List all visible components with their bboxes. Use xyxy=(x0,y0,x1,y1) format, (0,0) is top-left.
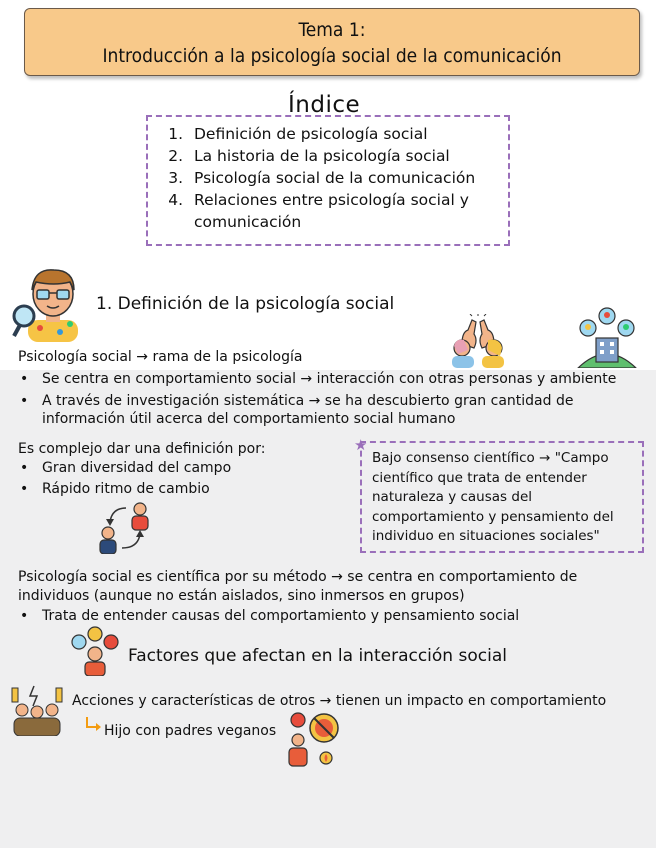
student-magnifier-icon xyxy=(10,262,90,342)
index-item: 2. La historia de la psicología social xyxy=(188,145,508,167)
star-icon: ★ xyxy=(354,436,368,454)
bullet-item: • Gran diversidad del campo xyxy=(42,459,382,477)
scientific-bullets xyxy=(0,607,656,625)
index-title: Índice xyxy=(288,92,361,118)
scientific-line-2: individuos (aunque no están aislados, sino inmersos en grupos) xyxy=(18,588,465,604)
people-exchange-icon xyxy=(96,500,154,554)
index-item: 3. Psicología social de la comunicación xyxy=(188,167,508,189)
scientific-line-1: Psicología social es científica por su método → se centra en comportamiento de xyxy=(18,569,578,585)
complex-intro: Es complejo dar una definición por: xyxy=(18,441,266,457)
bullet-item: • Trata de entender causas del comportamiento y pensamiento social xyxy=(42,607,656,625)
factor-1: Acciones y características de otros → tienen un impacto en comportamiento xyxy=(72,693,607,709)
consensus-box: Bajo consenso científico → "Campo científico que trata de entender naturaleza y causas del comportamiento y pensamiento del individuo en situaciones sociales" xyxy=(360,441,644,553)
crowd-icon xyxy=(10,684,64,736)
index-item: 4. Relaciones entre psicología social y comunicación xyxy=(188,189,494,233)
index-item: 1. Definición de psicología social xyxy=(188,123,508,145)
vegan-person-icon xyxy=(286,710,342,768)
community-icon xyxy=(576,306,638,368)
section-1-title: 1. Definición de la psicología social xyxy=(96,294,395,314)
definition-line: Psicología social → rama de la psicología xyxy=(18,349,303,365)
bullet-item: • Rápido ritmo de cambio xyxy=(42,480,382,498)
high-five-icon xyxy=(448,314,508,368)
return-arrow-icon xyxy=(84,716,102,734)
title-banner xyxy=(24,8,640,76)
index-list xyxy=(148,117,508,233)
index-box xyxy=(146,115,510,246)
definition-bullets xyxy=(0,370,656,428)
factors-title: Factores que afectan en la interacción social xyxy=(128,646,507,666)
person-ideas-icon xyxy=(68,626,122,676)
bullet-item: • A través de investigación sistemática → se ha descubierto gran cantidad de información útil acerca del comportamiento social humano xyxy=(42,392,612,428)
bullet-item: • Se centra en comportamiento social → interacción con otras personas y ambiente xyxy=(42,370,656,388)
title-line-2: Introducción a la psicología social de la comunicación xyxy=(102,45,562,67)
complex-bullets xyxy=(0,459,382,498)
title-line-1: Tema 1: xyxy=(298,19,366,41)
factor-example: Hijo con padres veganos xyxy=(104,723,277,739)
